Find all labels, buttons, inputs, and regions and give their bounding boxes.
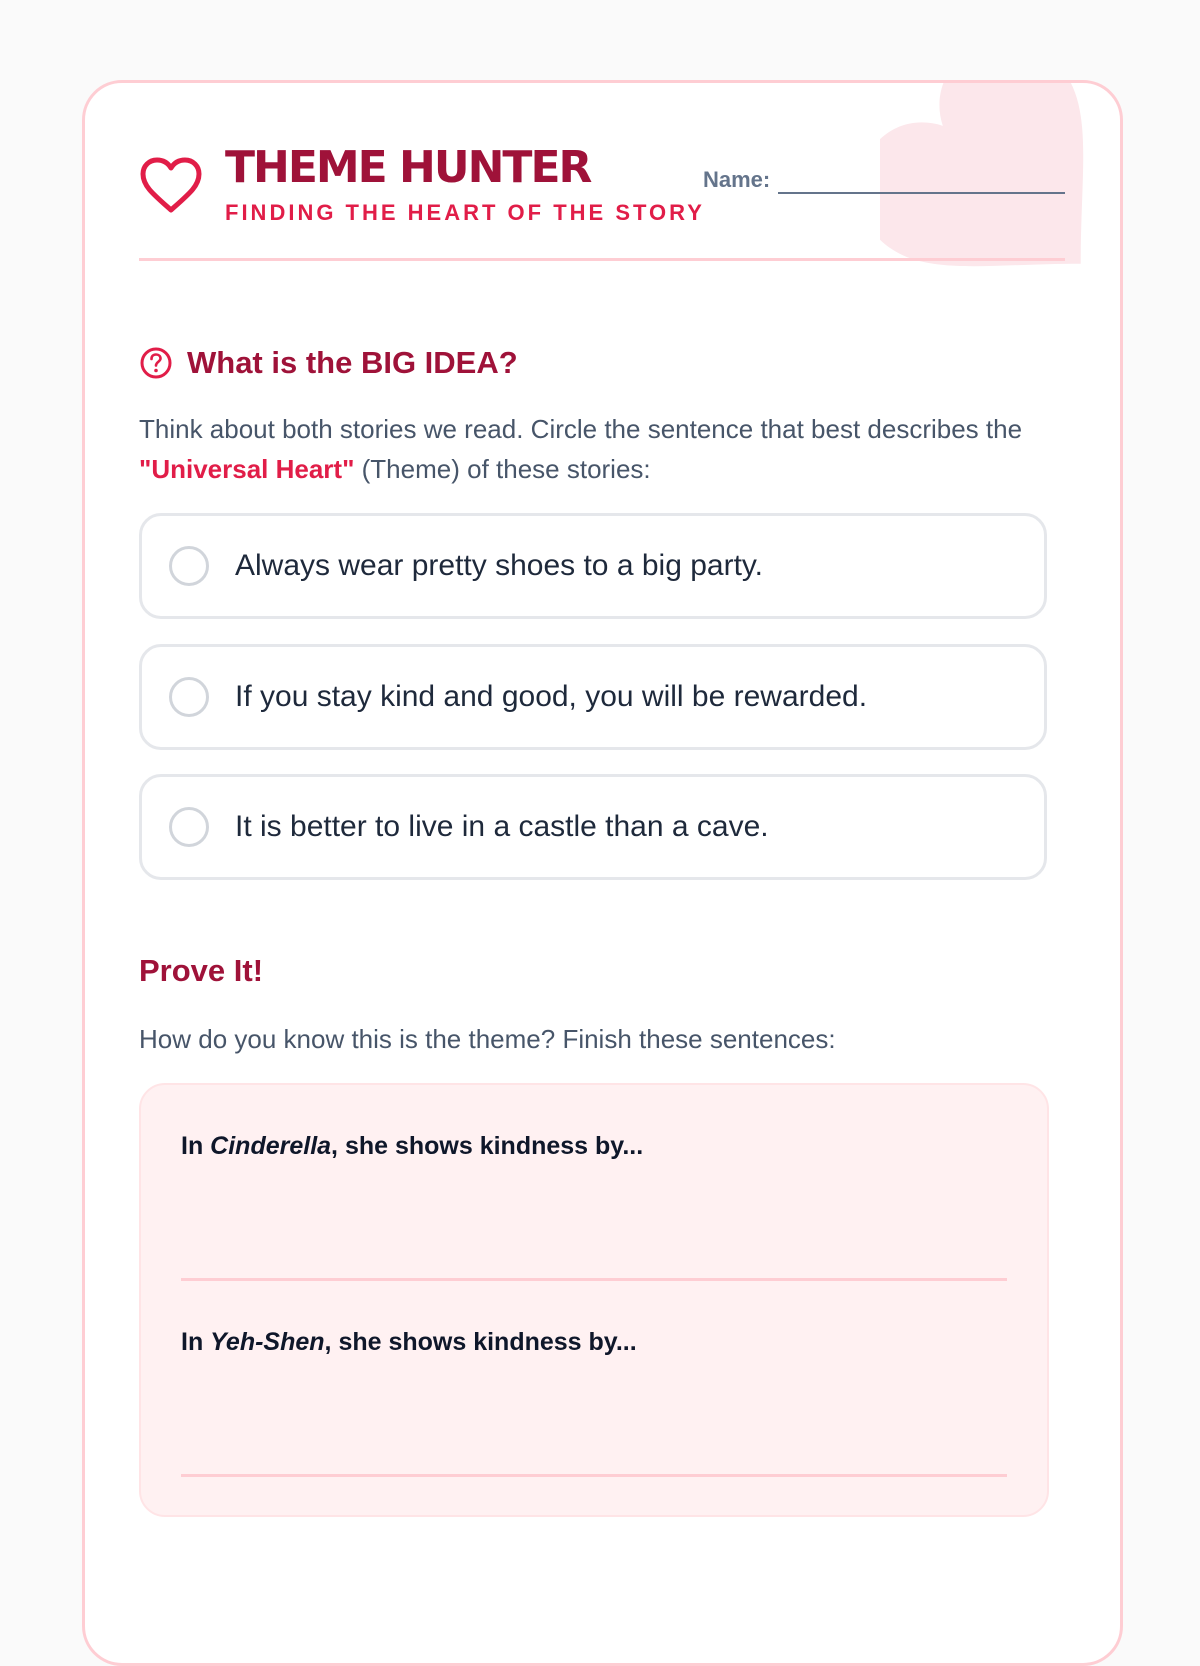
instructions-text: Think about both stories we read. Circle the sentence that best describes the bbox=[139, 414, 1023, 444]
option-label: If you stay kind and good, you will be rewarded. bbox=[235, 680, 868, 713]
name-field bbox=[703, 166, 1065, 194]
story-title: Yeh-Shen bbox=[210, 1328, 325, 1356]
prove-it-instructions: How do you know this is the theme? Finish these sentences: bbox=[139, 1024, 836, 1054]
worksheet-subtitle: FINDING THE HEART OF THE STORY bbox=[225, 200, 705, 225]
big-idea-instructions bbox=[139, 409, 1069, 489]
radio-circle[interactable] bbox=[169, 677, 209, 717]
big-idea-title: What is the BIG IDEA? bbox=[187, 345, 518, 380]
story-title: Cinderella bbox=[210, 1132, 332, 1160]
cinderella-prompt bbox=[181, 1129, 643, 1163]
theme-option-3[interactable] bbox=[139, 774, 1047, 880]
instructions-text-end: (Theme) of these stories: bbox=[354, 454, 651, 484]
worksheet-card bbox=[82, 80, 1123, 1666]
universal-heart-highlight: "Universal Heart" bbox=[139, 454, 355, 484]
answer-line-yeh-shen[interactable] bbox=[181, 1474, 1007, 1477]
option-label: It is better to live in a castle than a cave. bbox=[235, 810, 769, 843]
name-write-line[interactable] bbox=[778, 168, 1065, 194]
prove-it-heading: Prove It! bbox=[139, 953, 264, 988]
theme-option-1[interactable] bbox=[139, 513, 1047, 619]
prompt-suffix: , she shows kindness by... bbox=[331, 1132, 644, 1160]
option-label: Always wear pretty shoes to a big party. bbox=[235, 549, 764, 582]
prompt-prefix: In bbox=[181, 1328, 211, 1356]
question-circle-icon bbox=[139, 346, 173, 380]
big-idea-heading bbox=[139, 343, 518, 383]
radio-circle[interactable] bbox=[169, 807, 209, 847]
worksheet-title: THEME HUNTER bbox=[225, 142, 591, 193]
prompt-suffix: , she shows kindness by... bbox=[324, 1328, 637, 1356]
yeh-shen-prompt bbox=[181, 1325, 637, 1359]
name-label: Name: bbox=[703, 167, 771, 192]
prove-it-box bbox=[139, 1083, 1049, 1517]
worksheet-header bbox=[139, 138, 1065, 261]
theme-option-2[interactable] bbox=[139, 644, 1047, 750]
radio-circle[interactable] bbox=[169, 546, 209, 586]
prompt-prefix: In bbox=[181, 1132, 211, 1160]
heart-icon bbox=[139, 156, 203, 216]
answer-line-cinderella[interactable] bbox=[181, 1278, 1007, 1281]
